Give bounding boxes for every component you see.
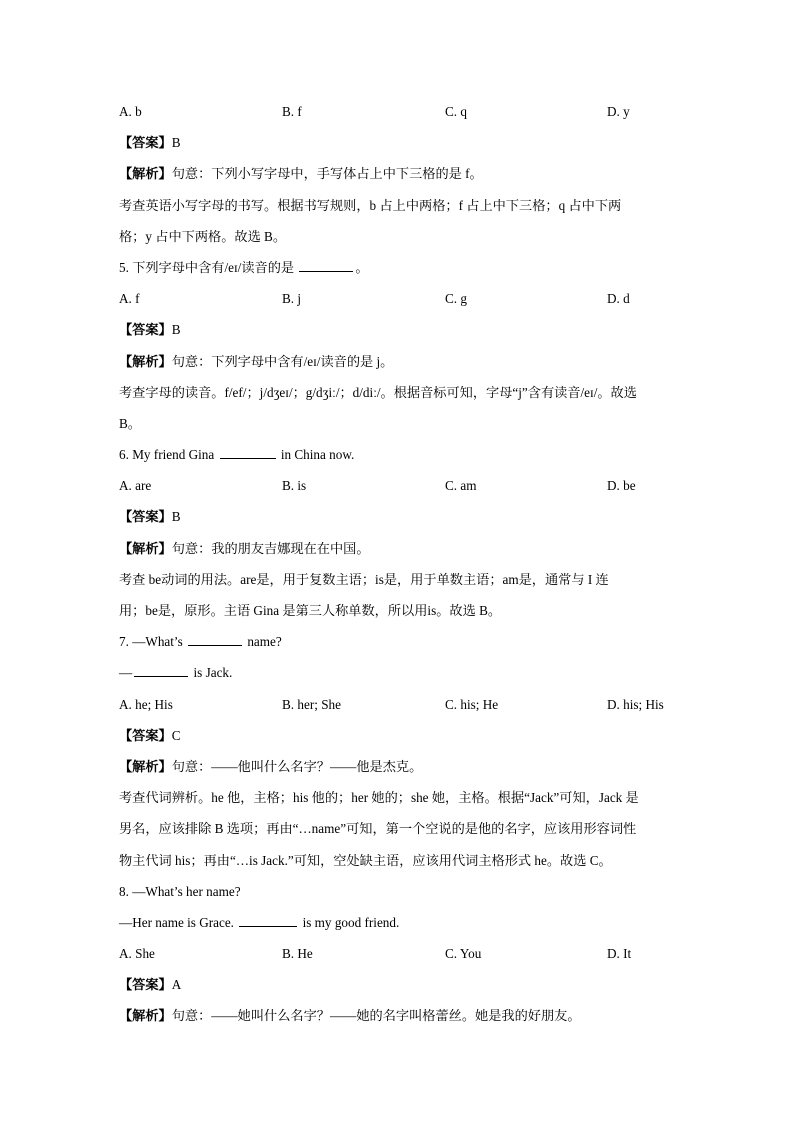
q7-answer-value: C: [171, 727, 181, 743]
q7-stem-text: 7. —What’s: [119, 634, 183, 650]
q8-options: [119, 938, 679, 969]
q4-analysis-line-1: [119, 158, 679, 189]
answer-blank: [220, 446, 276, 459]
q8-option-d: D. It: [607, 946, 632, 962]
q8-option-b: B. He: [282, 946, 313, 962]
answer-tag: 【答案】: [119, 977, 172, 993]
q7-option-c: C. his; He: [445, 696, 499, 712]
q8-answer-value: A: [171, 977, 182, 993]
analysis-text: 句意：——她叫什么名字？——她的名字叫格蕾丝。她是我的好朋友。: [171, 1008, 581, 1024]
q7-stem-2: [119, 657, 679, 688]
q7-analysis-line-4: 物主代词 his；再由“…is Jack.”可知，空处缺主语，应该用代词主格形式 he。故选 C。: [119, 852, 612, 868]
q8-answer: [119, 969, 679, 1000]
q7-option-d: D. his; His: [607, 696, 664, 712]
q6-stem: [119, 439, 679, 470]
q8-analysis-line-1: [119, 1000, 679, 1031]
q7-answer: [119, 720, 679, 751]
q6-stem-text: 6. My friend Gina: [119, 447, 215, 463]
q5-answer-value: B: [171, 322, 181, 338]
q5-options: [119, 283, 679, 314]
q6-analysis-line-1: [119, 533, 679, 564]
q4-options: [119, 96, 679, 127]
q6-analysis-line-3: 用；be是，原形。主语 Gina 是第三人称单数，所以用is。故选 B。: [119, 603, 502, 618]
q5-analysis-line-1: [119, 346, 679, 377]
analysis-text: 句意：下列小写字母中，手写体占上中下三格的是 f。: [171, 166, 483, 182]
analysis-text: 句意：我的朋友吉娜现在在中国。: [171, 540, 370, 556]
answer-blank: [188, 633, 242, 646]
answer-blank: [299, 259, 353, 272]
q6-option-a: A. are: [119, 478, 152, 494]
q7-analysis-line-1: [119, 751, 679, 782]
q6-option-d: D. be: [607, 478, 636, 494]
q6-option-c: C. am: [445, 478, 477, 494]
q5-stem: [119, 252, 679, 283]
answer-tag: 【答案】: [119, 135, 172, 151]
q8-stem-1: 8. —What’s her name?: [119, 883, 241, 899]
q5-stem-end: 。: [355, 259, 369, 275]
q5-answer: [119, 314, 679, 345]
analysis-tag: 【解析】: [119, 758, 172, 774]
q5-option-d: D. d: [607, 291, 630, 307]
answer-tag: 【答案】: [119, 509, 172, 525]
q5-option-a: A. f: [119, 291, 140, 307]
q8-option-c: C. You: [445, 946, 482, 962]
q7-analysis-line-2: 考查代词辨析。he 他，主格；his 他的；her 她的；she 她，主格。根据“Jack”可知，Jack 是: [119, 790, 639, 806]
q4-analysis-line-2: 考查英语小写字母的书写。根据书写规则，b 占上中两格；f 占上中下三格；q 占中下两: [119, 197, 622, 213]
q4-option-a: A. b: [119, 104, 142, 119]
q7-option-a: A. he; His: [119, 696, 173, 712]
q7-stem-1: [119, 626, 679, 657]
q5-option-c: C. g: [445, 291, 467, 307]
q5-stem-text: 5. 下列字母中含有/eɪ/读音的是: [119, 259, 295, 275]
q7-stem2-end: is Jack.: [193, 665, 233, 681]
q7-options: [119, 689, 679, 720]
q8-stem-text: —Her name is Grace.: [119, 914, 234, 930]
q4-option-b: B. f: [282, 104, 302, 119]
q7-option-b: B. her; She: [282, 696, 341, 712]
q8-option-a: A. She: [119, 946, 155, 962]
q6-answer-value: B: [171, 509, 181, 525]
q4-option-c: C. q: [445, 104, 467, 119]
q5-analysis-line-3: B。: [119, 415, 141, 431]
analysis-text: 句意：——他叫什么名字？——他是杰克。: [171, 758, 423, 774]
q6-analysis-line-2: 考查 be动词的用法。are是，用于复数主语；is是，用于单数主语；am是，通常与 I 连: [119, 571, 609, 587]
q8-stem-end: is my good friend.: [302, 914, 400, 930]
analysis-tag: 【解析】: [119, 353, 172, 369]
analysis-tag: 【解析】: [119, 166, 172, 182]
q4-analysis-line-3: 格；y 占中下两格。故选 B。: [119, 228, 287, 244]
q7-stem2-dash: —: [119, 665, 133, 681]
q4-answer-value: B: [171, 135, 181, 151]
answer-tag: 【答案】: [119, 322, 172, 338]
q6-option-b: B. is: [282, 478, 307, 494]
answer-blank: [239, 914, 297, 927]
q6-options: [119, 470, 679, 501]
analysis-text: 句意：下列字母中含有/eɪ/读音的是 j。: [171, 353, 394, 369]
q7-analysis-line-3: 男名，应该排除 B 选项；再由“…name”可知，第一个空说的是他的名字，应该用形容词性: [119, 821, 637, 837]
q4-option-d: D. y: [607, 104, 630, 119]
q6-answer: [119, 501, 679, 532]
q5-analysis-line-2: 考查字母的读音。f/ef/；j/dʒeɪ/；g/dʒiː/；d/diː/。根据音标可知，字母“j”含有读音/eɪ/。故选: [119, 384, 637, 400]
q7-stem-end: name?: [247, 634, 282, 650]
answer-tag: 【答案】: [119, 727, 172, 743]
q5-option-b: B. j: [282, 291, 302, 307]
answer-blank: [134, 664, 188, 677]
analysis-tag: 【解析】: [119, 1008, 172, 1024]
analysis-tag: 【解析】: [119, 540, 172, 556]
q6-stem-end: in China now.: [280, 447, 355, 463]
q8-stem-2: [119, 907, 679, 938]
document-page: [119, 96, 679, 1032]
q4-answer: [119, 127, 679, 158]
